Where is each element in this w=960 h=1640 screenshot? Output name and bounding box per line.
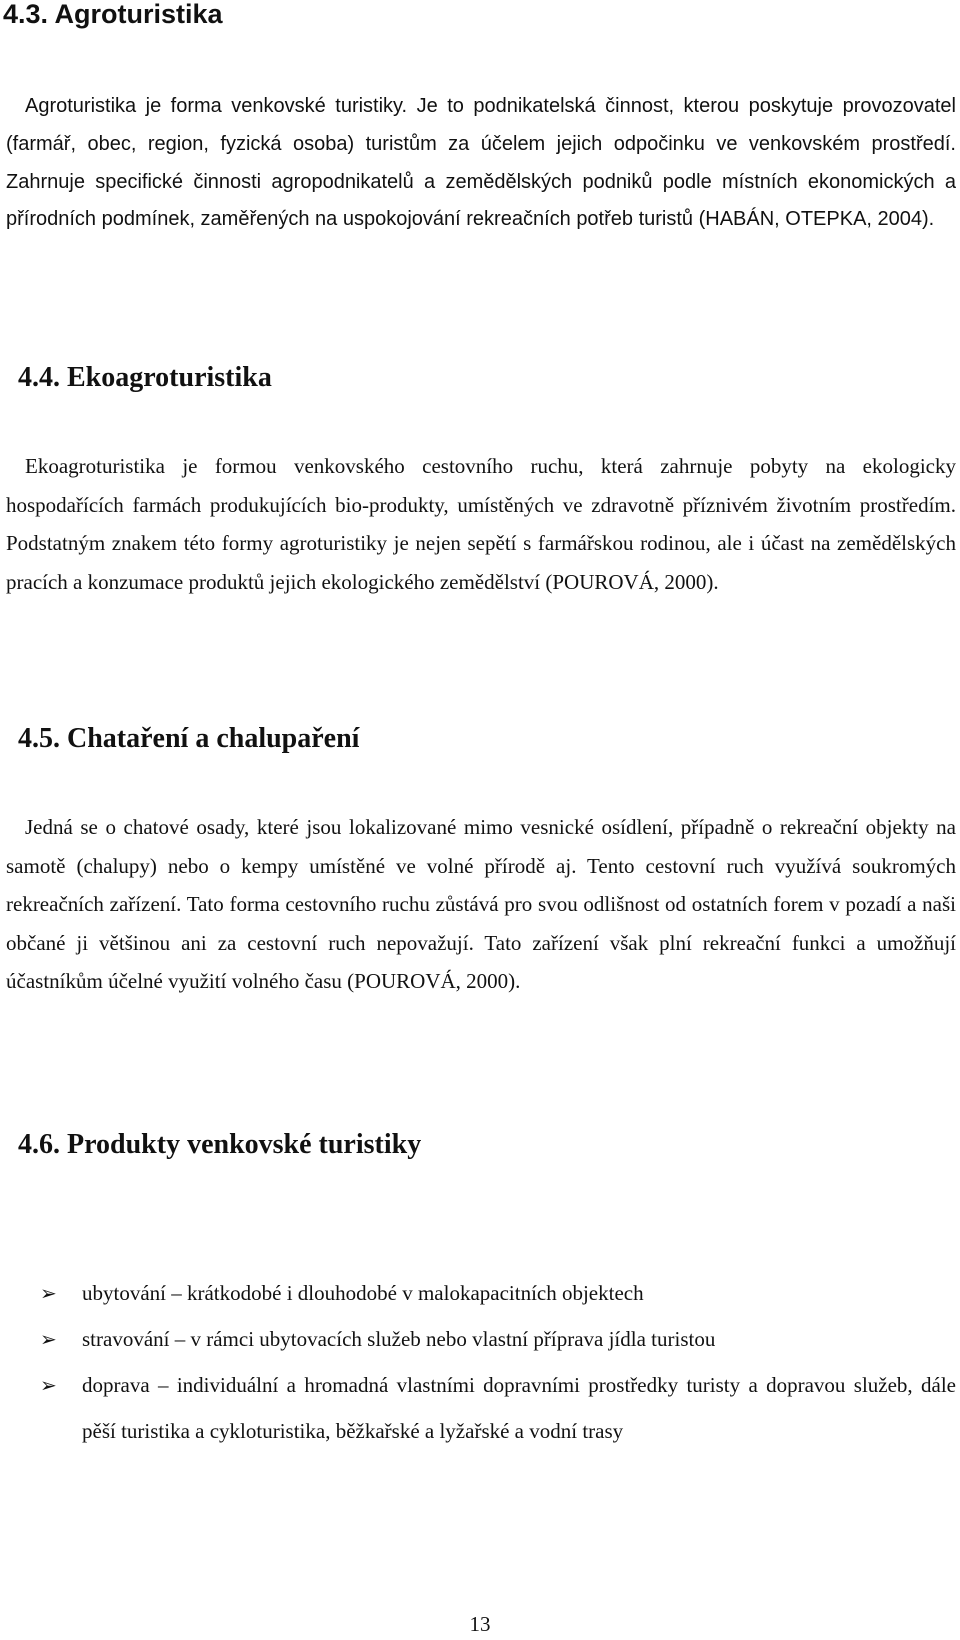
list-item-text: ubytování – krátkodobé i dlouhodobé v malokapacitních objektech	[82, 1281, 644, 1305]
list-item	[0, 1362, 956, 1454]
paragraph-ekoagroturistika: Ekoagroturistika je formou venkovského cestovního ruchu, která zahrnuje pobyty na ekologicky hospodařících farmách produkujících bio-produkty, umístěných ve zdravotně příznivém životním prostředím. Podstatným znakem této formy agroturistiky je nejen sepětí s farmářskou rodinou, ale i účast na zemědělských pracích a konzumace produktů jejich ekologického zemědělství (POUROVÁ, 2000).	[6, 454, 956, 594]
section-heading-produkty: 4.6. Produkty venkovské turistiky	[18, 1129, 422, 1160]
list-item	[0, 1316, 956, 1362]
arrowhead-bullet-icon: ➢	[40, 1327, 57, 1351]
paragraph-agroturistika: Agroturistika je forma venkovské turistiky. Je to podnikatelská činnost, kterou poskytuje provozovatel (farmář, obec, region, fyzická osoba) turistům za účelem jejich odpočinku ve venkovském prostředí. Zahrnuje specifické činnosti agropodnikatelů a zemědělských podniků podle místních ekonomických a přírodních podmínek, zaměřených na uspokojování rekreačních potřeb turistů (HABÁN, OTEPKA, 2004).	[6, 95, 956, 231]
arrowhead-bullet-icon: ➢	[40, 1281, 57, 1305]
products-list	[0, 1270, 956, 1454]
list-item	[0, 1270, 956, 1316]
section-heading-ekoagroturistika: 4.4. Ekoagroturistika	[18, 362, 272, 393]
list-item-text: doprava – individuální a hromadná vlastními dopravními prostředky turisty a dopravou služeb, dále pěší turistika a cykloturistika, běžkařské a lyžařské a vodní trasy	[82, 1373, 956, 1443]
paragraph-chatareni: Jedná se o chatové osady, které jsou lokalizované mimo vesnické osídlení, případně o rekreační objekty na samotě (chalupy) nebo o kempy umístěné ve volné přírodě aj. Tento cestovní ruch využívá soukromých rekreačních zařízení. Tato forma cestovního ruchu zůstává pro svou odlišnost od ostatních forem v pozadí a naši občané ji většinou ani za cestovní ruch nepovažují. Tato zařízení však plní rekreační funkci a umožňují účastníkům účelné využití volného času (POUROVÁ, 2000).	[6, 815, 956, 993]
section-heading-chatareni: 4.5. Chataření a chalupaření	[18, 723, 360, 754]
page-number: 13	[469, 1612, 491, 1636]
list-item-text: stravování – v rámci ubytovacích služeb nebo vlastní příprava jídla turistou	[82, 1327, 716, 1351]
section-heading-agroturistika: 4.3. Agroturistika	[3, 0, 223, 29]
arrowhead-bullet-icon: ➢	[40, 1373, 57, 1397]
